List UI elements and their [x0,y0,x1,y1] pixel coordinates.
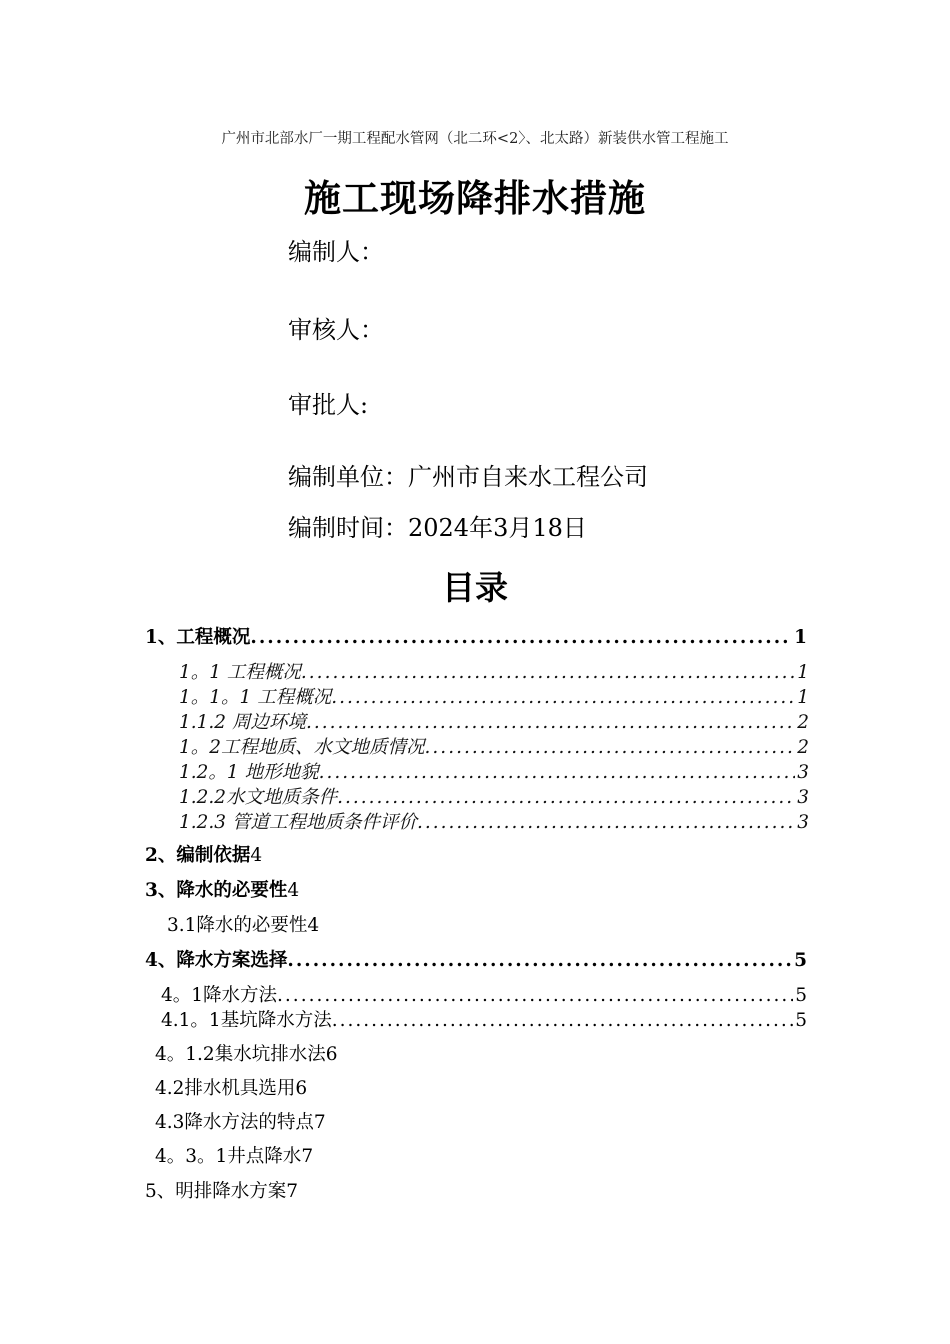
toc-entry[interactable] [179,808,809,834]
toc-entry-label: 1。1 工程概况 [179,662,301,683]
toc-entry-page: 4 [307,915,320,936]
toc-leader-dots [277,985,793,1006]
toc-leader-dots [319,762,796,783]
toc-leader-dots [332,1010,794,1031]
toc-entry-page: 6 [295,1078,308,1099]
toc-entry-label: 1。2工程地质、水文地质情况 [179,737,425,758]
project-header: 广州市北部水厂一期工程配水管网（北二环<2〉、北太路）新装供水管工程施工 [221,131,729,147]
toc-entry-page: 4 [250,845,263,866]
toc-entry[interactable] [161,1006,807,1032]
toc-entry[interactable] [155,1040,337,1066]
toc-entry[interactable] [179,758,809,784]
toc-entry-label: 4.1。1基坑降水方法 [161,1010,332,1031]
compiling-unit-field: 编制单位：广州市自来水工程公司 [288,463,648,491]
toc-entry-label: 5、明排降水方案 [145,1181,287,1202]
toc-entry[interactable] [155,1074,307,1100]
toc-entry-page: 7 [301,1146,314,1167]
toc-entry-page: 2 [797,712,809,733]
toc-entry-label: 4.2排水机具选用 [155,1078,296,1099]
toc-entry-page: 7 [313,1112,326,1133]
toc-entry-label: 4。1降水方法 [161,985,278,1006]
document-title: 施工现场降排水措施 [304,176,646,220]
toc-entry-page: 3 [797,762,809,783]
toc-leader-dots [250,627,792,648]
toc-entry-label: 2、编制依据 [145,845,251,866]
toc-entry-label: 1.2.2水文地质条件 [179,787,338,808]
toc-entry-page: 3 [797,787,809,808]
toc-entry-label: 1.1.2 周边环境 [179,712,306,733]
toc-entry[interactable] [179,708,809,734]
toc-entry-page: 6 [325,1044,338,1065]
toc-entry[interactable] [145,876,299,902]
toc-leader-dots [337,787,795,808]
toc-entry-label: 4。3。1井点降水 [155,1146,302,1167]
reviewer-field: 审核人： [288,316,384,344]
toc-entry-label: 4。1.2集水坑排水法 [155,1044,326,1065]
toc-entry-label: 4、降水方案选择 [145,950,288,971]
toc-entry-page: 5 [795,1010,807,1031]
compiling-date-field: 编制时间：2024年3月18日 [288,514,587,542]
toc-entry[interactable] [145,623,807,649]
toc-leader-dots [331,687,795,708]
toc-entry[interactable] [145,1177,298,1203]
toc-entry-label: 1、工程概况 [145,627,251,648]
toc-entry-page: 1 [794,627,807,648]
toc-entry-page: 4 [287,880,300,901]
approver-field: 审批人: [288,391,369,419]
toc-leader-dots [301,662,795,683]
toc-entry-page: 2 [797,737,809,758]
toc-entry[interactable] [179,783,809,809]
toc-entry-label: 3.1降水的必要性 [167,915,308,936]
toc-entry[interactable] [155,1142,313,1168]
toc-leader-dots [287,950,792,971]
toc-entry[interactable] [179,733,809,759]
toc-leader-dots [425,737,796,758]
toc-entry-label: 1.2.3 管道工程地质条件评价 [179,812,417,833]
toc-entry-label: 3、降水的必要性 [145,880,288,901]
toc-entry-label: 4.3降水方法的特点 [155,1112,314,1133]
toc-entry[interactable] [145,946,807,972]
toc-leader-dots [417,812,795,833]
toc-entry[interactable] [179,683,809,709]
toc-entry-page: 5 [794,950,807,971]
toc-entry[interactable] [179,658,809,684]
toc-entry[interactable] [161,981,807,1007]
toc-title: 目录 [442,568,508,607]
toc-entry-page: 3 [797,812,809,833]
toc-entry-page: 1 [797,662,809,683]
compiler-field: 编制人： [288,238,384,266]
toc-leader-dots [306,712,795,733]
toc-entry[interactable] [145,841,262,867]
toc-entry-label: 1.2。1 地形地貌 [179,762,319,783]
toc-entry-page: 5 [795,985,807,1006]
toc-entry-label: 1。1。1 工程概况 [179,687,332,708]
toc-entry[interactable] [167,911,319,937]
toc-entry-page: 1 [797,687,809,708]
toc-entry[interactable] [155,1108,326,1134]
toc-entry-page: 7 [286,1181,299,1202]
